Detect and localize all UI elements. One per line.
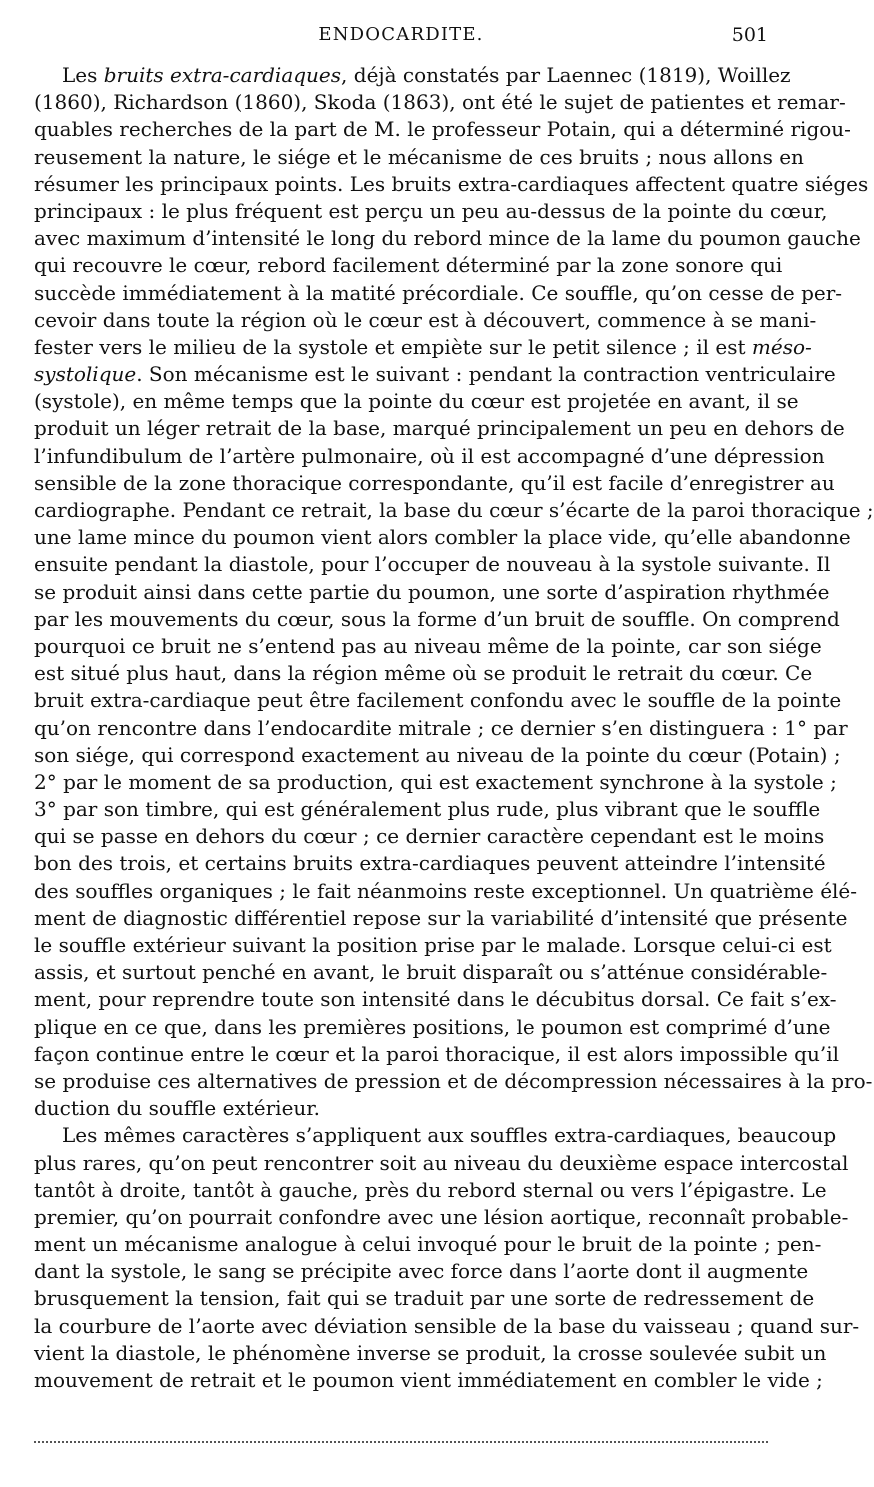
text-line: sensible de la zone thoracique correspondante, qu’il est facile d’enregistrer au [34, 470, 835, 495]
text-line: par les mouvements du cœur, sous la forme d’un bruit de souffle. On comprend [34, 606, 840, 631]
text-line: dant la systole, le sang se précipite avec force dans l’aorte dont il augmente [34, 1259, 809, 1284]
text-line: reusement la nature, le siége et le mécanisme de ces bruits ; nous allons en [34, 144, 804, 169]
text-line: produit un léger retrait de la base, marqué principalement un peu en dehors de [34, 416, 845, 441]
text-line: (systole), en même temps que la pointe du cœur est projetée en avant, il se [34, 389, 799, 414]
footer-dotted-rule [34, 1441, 768, 1445]
text-line: pourquoi ce bruit ne s’entend pas au niveau même de la pointe, car son siége [34, 633, 822, 658]
text-line: brusquement la tension, fait qui se traduit par une sorte de redressement de [34, 1286, 815, 1311]
text-line: façon continue entre le cœur et la paroi thoracique, il est alors impossible qu’il [34, 1041, 839, 1066]
text-line: principaux : le plus fréquent est perçu un peu au-dessus de la pointe du cœur, [34, 198, 828, 223]
text-line: une lame mince du poumon vient alors combler la place vide, qu’elle abandonne [34, 525, 851, 550]
text-line: premier, qu’on pourrait confondre avec une lésion aortique, reconnaît probable- [34, 1204, 849, 1229]
text-line: (1860), Richardson (1860), Skoda (1863), ont été le sujet de patientes et remar- [34, 90, 846, 115]
text-line: ment de diagnostic différentiel repose sur la variabilité d’intensité que présente [34, 905, 848, 930]
text-line: plique en ce que, dans les premières positions, le poumon est comprimé d’une [34, 1014, 831, 1039]
text-line: cevoir dans toute la région où le cœur est à découvert, commence à se mani- [34, 307, 817, 332]
text-line: son siége, qui correspond exactement au niveau de la pointe du cœur (Potain) ; [34, 742, 841, 767]
text-line: fester vers le milieu de la systole et empiète sur le petit silence ; il est méso- [34, 334, 812, 359]
text-line: qu’on rencontre dans l’endocardite mitrale ; ce dernier s’en distinguera : 1° par [34, 715, 848, 740]
text-line: assis, et surtout penché en avant, le bruit disparaît ou s’atténue considérable- [34, 960, 828, 985]
text-line: 2° par le moment de sa production, qui est exactement synchrone à la systole ; [34, 769, 837, 794]
text-line: cardiographe. Pendant ce retrait, la base du cœur s’écarte de la paroi thoracique ; [34, 498, 874, 522]
text-line: des souffles organiques ; le fait néanmoins reste exceptionnel. Un quatrième élé- [34, 878, 858, 903]
text-line: bruit extra-cardiaque peut être facilement confondu avec le souffle de la pointe [34, 688, 842, 713]
text-line: tantôt à droite, tantôt à gauche, près du rebord sternal ou vers l’épigastre. Le [34, 1177, 827, 1202]
text-line: qui recouvre le cœur, rebord facilement déterminé par la zone sonore qui [34, 253, 783, 278]
text-line: la courbure de l’aorte avec déviation sensible de la base du vaisseau ; quand sur- [34, 1313, 860, 1338]
running-head [34, 24, 768, 52]
text-line: systolique. Son mécanisme est le suivant : pendant la contraction ventriculaire [34, 362, 836, 387]
paragraph-1 [34, 62, 874, 1122]
text-line: Les bruits extra-cardiaques, déjà constatés par Laennec (1819), Woillez [62, 63, 791, 87]
running-title: ENDOCARDITE. [318, 24, 484, 45]
text-line: ment un mécanisme analogue à celui invoqué pour le bruit de la pointe ; pen- [34, 1232, 822, 1257]
text-line: mouvement de retrait et le poumon vient immédiatement en combler le vide ; [34, 1368, 823, 1392]
text-line: l’infundibulum de l’artère pulmonaire, où il est accompagné d’une dépression [34, 443, 825, 468]
text-line: quables recherches de la part de M. le professeur Potain, qui a déterminé rigou- [34, 117, 851, 142]
text-line: avec maximum d’intensité le long du rebord mince de la lame du poumon gauche [34, 226, 861, 251]
text-line: ment, pour reprendre toute son intensité dans le décubitus dorsal. Ce fait s’ex- [34, 987, 837, 1012]
text-line: plus rares, qu’on peut rencontrer soit au niveau du deuxième espace intercostal [34, 1150, 849, 1175]
text-line: Les mêmes caractères s’appliquent aux souffles extra-cardiaques, beaucoup [62, 1123, 837, 1148]
text-line: bon des trois, et certains bruits extra-cardiaques peuvent atteindre l’intensité [34, 851, 826, 876]
text-line: vient la diastole, le phénomène inverse se produit, la crosse soulevée subit un [34, 1340, 827, 1365]
text-line: qui se passe en dehors du cœur ; ce dernier caractère cependant est le moins [34, 824, 825, 849]
text-line: succède immédiatement à la matité précordiale. Ce souffle, qu’on cesse de per- [34, 280, 843, 305]
body-text [34, 62, 874, 1394]
text-line: est situé plus haut, dans la région même où se produit le retrait du cœur. Ce [34, 661, 813, 686]
paragraph-2 [34, 1122, 860, 1394]
text-line: 3° par son timbre, qui est généralement plus rude, plus vibrant que le souffle [34, 797, 821, 822]
text-line: le souffle extérieur suivant la position prise par le malade. Lorsque celui-ci est [34, 933, 832, 957]
text-line: se produise ces alternatives de pression et de décompression nécessaires à la pro- [34, 1068, 873, 1093]
text-line: résumer les principaux points. Les bruits extra-cardiaques affectent quatre siéges [34, 171, 869, 196]
text-line: ensuite pendant la diastole, pour l’occuper de nouveau à la systole suivante. Il [34, 552, 831, 577]
text-line: se produit ainsi dans cette partie du poumon, une sorte d’aspiration rhythmée [34, 579, 830, 604]
text-line: duction du souffle extérieur. [34, 1096, 321, 1121]
page-number: 501 [731, 24, 768, 46]
